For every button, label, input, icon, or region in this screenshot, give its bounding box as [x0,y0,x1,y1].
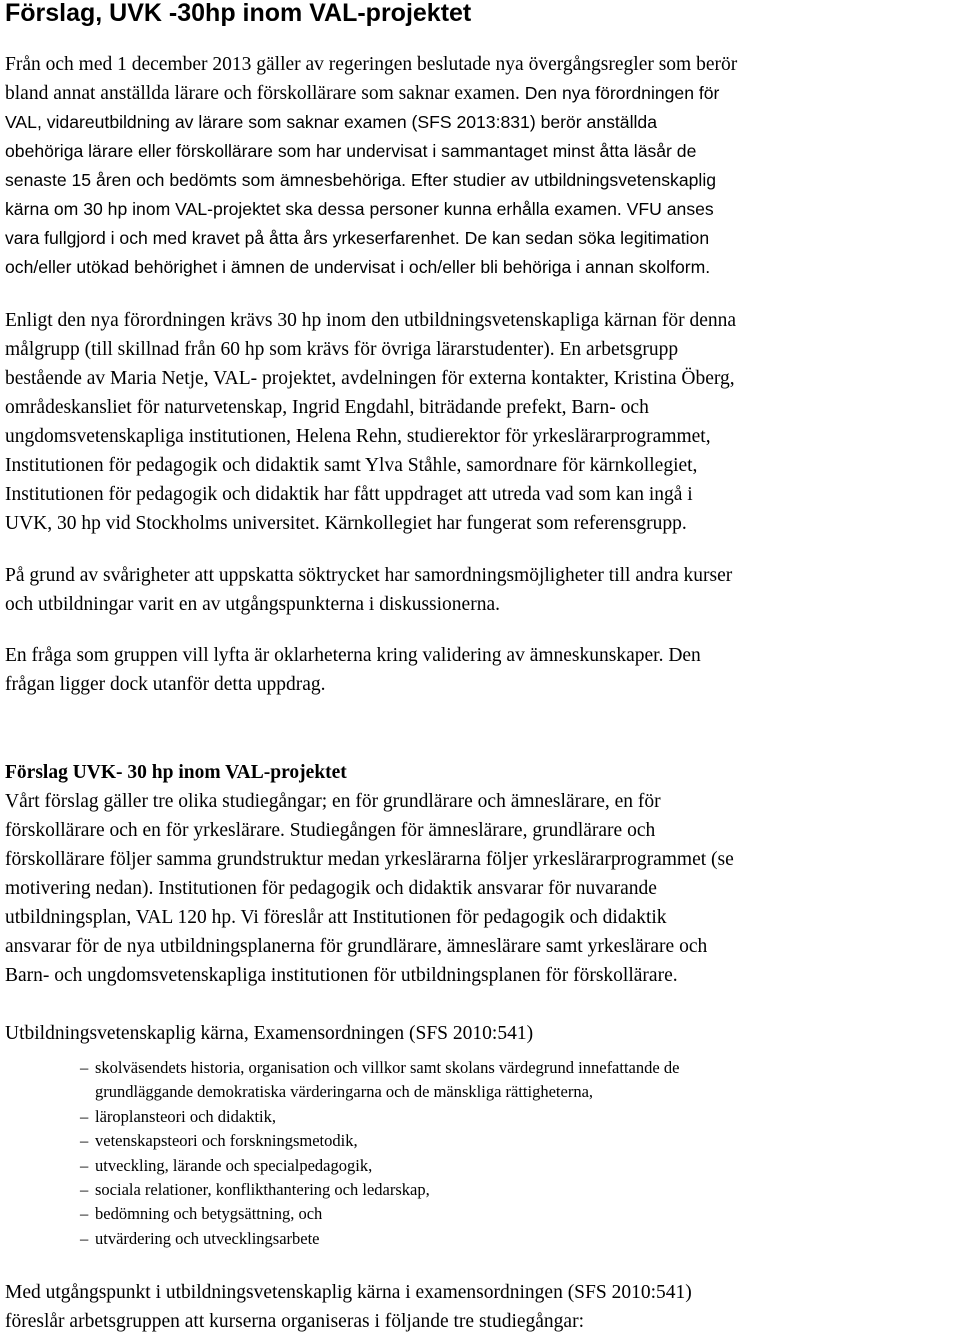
page-title: Förslag, UVK -30hp inom VAL-projektet [5,0,472,27]
text-line: En fråga som gruppen vill lyfta är oklarheterna kring validering av ämneskunskaper. Den [5,645,701,666]
list-item [80,1154,940,1178]
text-line: obehöriga lärare eller förskollärare som har undervisat i sammantaget minst åtta läsår de [5,141,697,161]
text-line: På grund av svårigheter att uppskatta söktrycket har samordningsmöjligheter till andra kurser [5,565,733,586]
list-item [80,1202,940,1226]
text-line: förskollärare och en för yrkeslärare. Studiegången för ämneslärare, grundlärare och [5,820,656,841]
text-line [5,195,955,224]
text-span: Efter studier av utbildningsvetenskaplig [410,170,717,190]
text-line: Enligt den nya förordningen krävs 30 hp inom den utbildningsvetenskapliga kärnan för denna [5,310,737,331]
text-line: utbildningsplan, VAL 120 hp. Vi föreslår att Institutionen för pedagogik och didaktik [5,907,667,928]
dash-bullet: – [80,1179,89,1199]
list-heading-block [5,1019,955,1048]
paragraph-coordination [5,561,955,619]
text-line: Vårt förslag gäller tre olika studiegångar; en för grundlärare och ämneslärare, en för [5,791,661,812]
list-item-text: läroplansteori och didaktik, [95,1106,276,1126]
text-line: Institutionen för pedagogik och didaktik samt Ylva Ståhle, samordnare för kärnkollegiet, [5,455,698,476]
text-line: förskollärare följer samma grundstruktur medan yrkeslärarna följer yrkeslärarprogrammet (se [5,849,734,870]
closing-paragraph [5,1278,955,1336]
text-line [5,166,955,195]
dash-bullet: – [80,1058,89,1077]
curriculum-list [80,1056,940,1251]
list-item [80,1227,940,1251]
list-heading: Utbildningsvetenskaplig kärna, Examensordningen (SFS 2010:541) [5,1023,534,1044]
text-line: Barn- och ungdomsvetenskapliga institutionen för utbildningsplanen för förskollärare. [5,965,678,986]
text-span: senaste 15 åren och bedömts som ämnesbehöriga. [5,170,406,190]
text-line: Institutionen för pedagogik och didaktik har fått uppdraget att utreda vad som kan ingå i [5,484,693,505]
text-line [5,224,955,253]
paragraph-validation [5,641,955,699]
list-item-text: vetenskapsteori och forskningsmetodik, [95,1131,358,1151]
paragraph-working-group [5,306,955,538]
list-item [80,1105,940,1129]
text-line: och/eller utökad behörighet i ämnen de undervisat i och/eller bli behöriga i annan skolform. [5,257,711,277]
list-item-text: skolväsendets historia, organisation och villkor samt skolans värdegrund innefattande de [95,1058,680,1077]
text-line: frågan ligger dock utanför detta uppdrag. [5,674,326,695]
text-line: UVK, 30 hp vid Stockholms universitet. Kärnkollegiet har fungerat som referensgrupp. [5,513,687,534]
text-line: Från och med 1 december 2013 gäller av regeringen beslutade nya övergångsregler som berör [5,54,738,75]
text-line: motivering nedan). Institutionen för pedagogik och didaktik ansvarar för nuvarande [5,878,657,899]
text-span: kärna om 30 hp inom VAL-projektet ska dessa personer kunna erhålla examen. [5,199,622,219]
text-line: och utbildningar varit en av utgångspunkterna i diskussionerna. [5,594,500,615]
text-line: ansvarar för de nya utbildningsplanerna för grundlärare, ämneslärare samt yrkeslärare och [5,936,708,957]
section-proposal [5,758,955,990]
list-item-text: utvärdering och utvecklingsarbete [95,1228,320,1248]
dash-bullet: – [80,1106,89,1126]
text-span: Den nya förordningen för [524,83,720,103]
text-line: områdeskansliet för naturvetenskap, Ingrid Engdahl, biträdande prefekt, Barn- och [5,397,649,418]
list-item-continuation: grundläggande demokratiska värderingarna och de mänskliga rättigheterna, [95,1082,594,1102]
text-span: VFU anses [626,199,714,219]
text-span: bland annat anställda lärare och förskollärare som saknar examen. [5,83,520,104]
text-line: bestående av Maria Netje, VAL- projektet, avdelningen för externa kontakter, Kristina Öberg, [5,368,735,389]
section-heading: Förslag UVK- 30 hp inom VAL-projektet [5,762,347,783]
dash-bullet: – [80,1131,89,1151]
list-item [80,1178,940,1202]
list-item-text: sociala relationer, konflikthantering och ledarskap, [95,1179,430,1199]
text-line: VAL, vidareutbildning av lärare som saknar examen (SFS 2013:831) berör anställda [5,112,657,132]
text-line: Med utgångspunkt i utbildningsvetenskaplig kärna i examensordningen (SFS 2010:541) [5,1282,692,1303]
dash-bullet: – [80,1228,89,1248]
intro-paragraph [5,50,955,282]
list-item [80,1056,940,1080]
dash-bullet: – [80,1204,89,1224]
dash-bullet: – [80,1155,89,1175]
text-span: De kan sedan söka legitimation [464,228,710,248]
text-span: vara fullgjord i och med kravet på åtta års yrkeserfarenhet. [5,228,460,248]
text-line: målgrupp (till skillnad från 60 hp som krävs för övriga lärarstudenter). En arbetsgrupp [5,339,679,360]
list-item-text: bedömning och betygsättning, och [95,1204,323,1224]
list-item-text: utveckling, lärande och specialpedagogik, [95,1155,373,1175]
text-line: ungdomsvetenskapliga institutionen, Helena Rehn, studierektor för yrkeslärarprogrammet, [5,426,711,447]
text-line [5,79,955,108]
list-item [80,1129,940,1153]
text-line: föreslår arbetsgruppen att kurserna organiseras i följande tre studiegångar: [5,1311,585,1332]
